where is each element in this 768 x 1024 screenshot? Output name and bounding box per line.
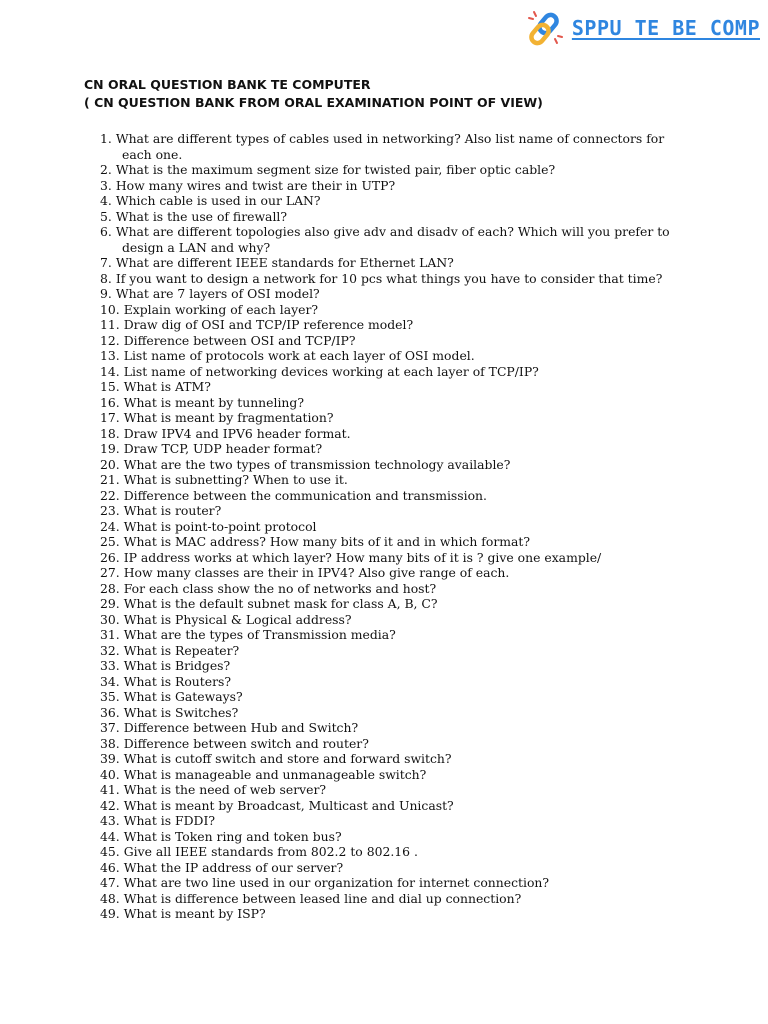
list-item: [100, 224, 685, 255]
list-item: [100, 782, 685, 798]
list-item: [100, 643, 685, 659]
question-number: 1.: [100, 131, 112, 146]
question-text: What is Gateways?: [123, 689, 243, 704]
question-number: 48.: [100, 890, 120, 906]
list-item: [100, 441, 685, 457]
list-item: [100, 550, 685, 566]
question-text: What is meant by fragmentation?: [123, 410, 334, 425]
list-item: [100, 813, 685, 829]
question-number: 22.: [100, 487, 120, 503]
document-header: [84, 76, 724, 112]
question-number: 26.: [100, 549, 120, 565]
list-item: [100, 379, 685, 395]
list-item: [100, 209, 685, 225]
question-text: List name of networking devices working at each layer of TCP/IP?: [123, 363, 539, 379]
question-text: What are two line used in our organization for internet connection?: [123, 875, 550, 890]
list-item: [100, 581, 685, 597]
list-item: [100, 348, 685, 364]
question-number: 23.: [100, 503, 120, 518]
list-item: [100, 674, 685, 690]
list-item: [100, 131, 685, 162]
question-number: 42.: [100, 797, 120, 813]
question-number: 14.: [100, 363, 120, 379]
question-number: 10.: [100, 301, 120, 317]
question-text: What are the two types of transmission technology available?: [123, 456, 511, 472]
list-item: [100, 906, 685, 922]
question-text: Explain working of each layer?: [123, 301, 319, 317]
list-item: [100, 751, 685, 767]
question-number: 27.: [100, 565, 120, 580]
list-item: [100, 891, 685, 907]
question-text: Draw IPV4 and IPV6 header format.: [123, 425, 351, 441]
question-number: 25.: [100, 534, 120, 549]
question-text: What is meant by tunneling?: [123, 394, 304, 410]
question-number: 30.: [100, 611, 120, 627]
question-number: 32.: [100, 642, 120, 658]
question-text: What are the types of Transmission media?: [123, 627, 396, 642]
question-number: 20.: [100, 456, 120, 472]
list-item: [100, 488, 685, 504]
list-item: [100, 798, 685, 814]
question-number: 18.: [100, 425, 120, 441]
question-text: Which cable is used in our LAN?: [115, 193, 321, 208]
question-number: 19.: [100, 441, 120, 456]
question-number: 41.: [100, 782, 120, 797]
question-number: 7.: [100, 255, 112, 270]
list-item: [100, 596, 685, 612]
list-item: [100, 302, 685, 318]
list-item: [100, 612, 685, 628]
question-number: 37.: [100, 720, 120, 735]
question-text: What is Repeater?: [123, 642, 240, 658]
question-number: 43.: [100, 813, 120, 828]
question-text: What is ATM?: [123, 379, 211, 394]
question-text: What is point-to-point protocol: [123, 518, 317, 534]
question-number: 46.: [100, 859, 120, 875]
question-text: What is router?: [123, 503, 222, 518]
list-item: [100, 333, 685, 349]
list-item: [100, 503, 685, 519]
question-text: What is cutoff switch and store and forward switch?: [123, 751, 452, 766]
question-text: What are different types of cables used in networking? Also list name of connectors for each one.: [115, 131, 665, 162]
question-number: 2.: [100, 162, 112, 177]
question-number: 45.: [100, 844, 120, 859]
question-number: 12.: [100, 332, 120, 348]
list-item: [100, 720, 685, 736]
brand[interactable]: [526, 8, 760, 48]
list-item: [100, 534, 685, 550]
page-title: CN ORAL QUESTION BANK TE COMPUTER: [84, 77, 371, 92]
question-number: 39.: [100, 751, 120, 766]
list-item: [100, 193, 685, 209]
question-number: 11.: [100, 317, 120, 332]
list-item: [100, 565, 685, 581]
question-text: Draw TCP, UDP header format?: [123, 441, 323, 456]
question-text: What is Token ring and token bus?: [123, 828, 342, 844]
list-item: [100, 410, 685, 426]
question-number: 35.: [100, 689, 120, 704]
question-number: 3.: [100, 177, 112, 193]
question-text: What is difference between leased line and dial up connection?: [123, 890, 522, 906]
question-number: 40.: [100, 766, 120, 782]
question-text: Difference between OSI and TCP/IP?: [123, 332, 356, 348]
question-number: 6.: [100, 224, 112, 239]
question-text: How many wires and twist are their in UTP?: [115, 177, 396, 193]
question-number: 34.: [100, 673, 120, 689]
list-item: [100, 658, 685, 674]
question-number: 29.: [100, 596, 120, 611]
question-number: 24.: [100, 518, 120, 534]
list-item: [100, 426, 685, 442]
list-item: [100, 627, 685, 643]
list-item: [100, 364, 685, 380]
question-text: Draw dig of OSI and TCP/IP reference model?: [123, 317, 414, 332]
list-item: [100, 395, 685, 411]
list-item: [100, 472, 685, 488]
question-number: 36.: [100, 704, 120, 720]
question-text: What is meant by Broadcast, Multicast and Unicast?: [123, 797, 454, 813]
question-text: What is meant by ISP?: [123, 906, 266, 921]
question-text: What is Bridges?: [123, 658, 231, 673]
list-item: [100, 860, 685, 876]
question-number: 28.: [100, 580, 120, 596]
list-item: [100, 457, 685, 473]
question-text: What is subnetting? When to use it.: [123, 472, 348, 487]
question-text: IP address works at which layer? How many bits of it is ? give one example/: [123, 549, 602, 565]
question-text: Difference between switch and router?: [123, 735, 369, 751]
list-item: [100, 286, 685, 302]
question-number: 5.: [100, 208, 112, 224]
question-number: 4.: [100, 193, 112, 208]
question-text: What is the need of web server?: [123, 782, 327, 797]
page-subtitle: ( CN QUESTION BANK FROM ORAL EXAMINATION POINT OF VIEW): [84, 95, 543, 110]
question-number: 17.: [100, 410, 120, 425]
list-item: [100, 271, 685, 287]
question-list: [100, 131, 685, 922]
list-item: [100, 736, 685, 752]
question-text: List name of protocols work at each layer of OSI model.: [123, 348, 475, 363]
list-item: [100, 519, 685, 535]
list-item: [100, 705, 685, 721]
list-item: [100, 829, 685, 845]
question-text: Difference between the communication and transmission.: [123, 487, 487, 503]
question-number: 38.: [100, 735, 120, 751]
question-text: What are 7 layers of OSI model?: [115, 286, 320, 301]
question-text: Give all IEEE standards from 802.2 to 802.16 .: [123, 844, 418, 859]
question-text: What is the use of firewall?: [115, 208, 288, 224]
question-number: 44.: [100, 828, 120, 844]
list-item: [100, 844, 685, 860]
question-number: 49.: [100, 906, 120, 921]
question-text: What the IP address of our server?: [123, 859, 344, 875]
list-item: [100, 317, 685, 333]
question-text: What is the maximum segment size for twisted pair, fiber optic cable?: [115, 162, 556, 177]
question-number: 15.: [100, 379, 120, 394]
question-text: For each class show the no of networks and host?: [123, 580, 437, 596]
question-number: 33.: [100, 658, 120, 673]
question-number: 31.: [100, 627, 120, 642]
question-text: What is MAC address? How many bits of it and in which format?: [123, 534, 531, 549]
list-item: [100, 178, 685, 194]
list-item: [100, 767, 685, 783]
question-number: 9.: [100, 286, 112, 301]
question-number: 47.: [100, 875, 120, 890]
chain-link-icon: [526, 8, 566, 48]
question-number: 16.: [100, 394, 120, 410]
list-item: [100, 162, 685, 178]
question-number: 21.: [100, 472, 120, 487]
question-text: What is FDDI?: [123, 813, 216, 828]
list-item: [100, 255, 685, 271]
list-item: [100, 689, 685, 705]
question-text: If you want to design a network for 10 pcs what things you have to consider that time?: [115, 270, 663, 286]
question-text: How many classes are their in IPV4? Also give range of each.: [123, 565, 510, 580]
question-text: What is Routers?: [123, 673, 232, 689]
question-number: 13.: [100, 348, 120, 363]
question-text: Difference between Hub and Switch?: [123, 720, 359, 735]
question-text: What is Switches?: [123, 704, 239, 720]
question-text: What is the default subnet mask for class A, B, C?: [123, 596, 438, 611]
question-text: What is manageable and unmanageable switch?: [123, 766, 427, 782]
question-text: What is Physical & Logical address?: [123, 611, 352, 627]
question-text: What are different topologies also give adv and disadv of each? Which will you prefer to design a LAN and why?: [115, 224, 670, 255]
question-text: What are different IEEE standards for Ethernet LAN?: [115, 255, 454, 270]
list-item: [100, 875, 685, 891]
question-number: 8.: [100, 270, 112, 286]
brand-link[interactable]: SPPU_TE_BE_COMP: [571, 16, 760, 40]
